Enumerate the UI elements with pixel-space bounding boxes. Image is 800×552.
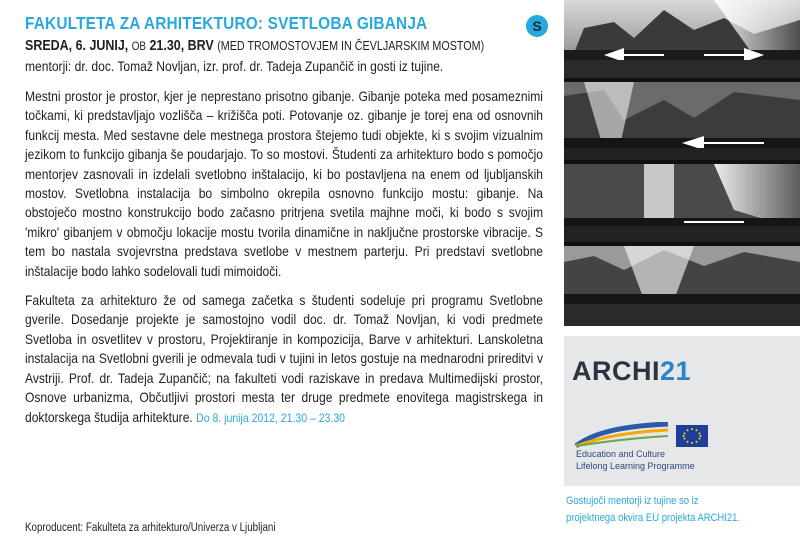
body-paragraph-2 [25,291,543,428]
body-paragraph-2-text: Fakulteta za arhitekturo že od samega začetka s študenti sodeluje pri programu Svetlobne gverile. Dosedanje projekte je samostojno vodil doc. dr. Tomaž Novljan, ki vodi predmete Svetloba in osvetlitev v prostoru, Projektiranje in kompozicija, Barve v arhitekturi. Lanskoletna instalacija na Svetlobni gverili je odmevala tudi v tujini in letos gostuje na mednarodni prireditvi v Avstriji. Prof. dr. Tadeja Zupančič; na fakulteti vodi raziskave in predava Multimedijski prostor, Osnove urbanizma, Občutljivi prostori mesta ter druge predmete enovitega magistrskega in doktorskega študija arhitekture. [25,293,543,425]
s-badge-icon: S [526,15,548,37]
archi21-logo-number: 21 [660,356,692,386]
event-date-line [25,36,485,57]
bridge-photo-3 [564,164,800,242]
body-paragraph-1: Mestni prostor je prostor, kjer je neprestano prisotno gibanje. Gibanje poteka med posameznimi točkami, ki predstavljajo vozlišča – križišča poti. Potovanje oz. gibanje je torej ena od osnovnih funkcij mesta. Med sestavne dele mestnega prostora štejemo tudi objekte, ki s svojim vizualnim jezikom to funkcijo gibanja še poudarjajo. To so mostovi. Študenti za arhitekturo bodo s pomočjo mentorjev zasnovali in izdelali svetlobno inštalacijo, ki bo postavljena na enem od ljubljanskih mostov. Svetlobna instalacija bo simbolno okrepila osnovno funkcijo mostu: gibanje. Na obstoječo mostno konstrukcijo bodo začasno pritrjena svetila majhne moči, ki bodo s svojim 'mikro' gibanjem v območju lokacije mostu tvorila dinamične in naključne prostorske vibracije. S tem bo nastala svojevrstna predstava svetlobe v mestnem parterju. Pri predstavi svetlobne inštalacije bodo lahko sodelovali tudi mimoidoči. [25,89,543,279]
archi21-logo [572,356,691,387]
eu-flag-icon [676,425,708,447]
main-column [25,12,545,428]
guest-mentors-note [566,493,766,527]
photo-strip [564,0,800,326]
guest-mentors-line-1: Gostujoči mentorji iz tujine so iz [566,495,699,507]
education-culture-line-2: Lifelong Learning Programme [576,461,695,471]
mentors-line: mentorji: dr. doc. Tomaž Novljan, izr. prof. dr. Tadeja Zupančič in gosti iz tujine. [25,59,444,74]
event-time-prefix: OB [131,41,147,53]
event-location-note: (MED TROMOSTOVJEM IN ČEVLJARSKIM MOSTOM) [217,39,485,53]
coproducer-note: Koproducent: Fakulteta za arhitekturo/Univerza v Ljubljani [25,522,276,534]
event-date: SREDA, 6. JUNIJ, [25,38,129,54]
education-culture-label [576,448,695,472]
education-culture-line-1: Education and Culture [576,449,666,459]
archi21-logo-word: ARCHI [572,356,660,386]
lifelong-learning-logo-icon [574,422,670,448]
guest-mentors-line-2: projektnega okvira EU projekta ARCHI21. [566,512,741,524]
bridge-photo-2 [564,82,800,160]
bridge-photo-1 [564,0,800,78]
partner-logos-panel [564,336,800,486]
bridge-photos-image [564,0,800,326]
bridge-photo-4 [564,246,800,326]
event-dates: Do 8. junija 2012, 21.30 – 23.30 [196,410,346,425]
event-time: 21.30, BRV [149,38,214,54]
page-title: FAKULTETA ZA ARHITEKTURO: SVETLOBA GIBANJA [25,13,428,33]
